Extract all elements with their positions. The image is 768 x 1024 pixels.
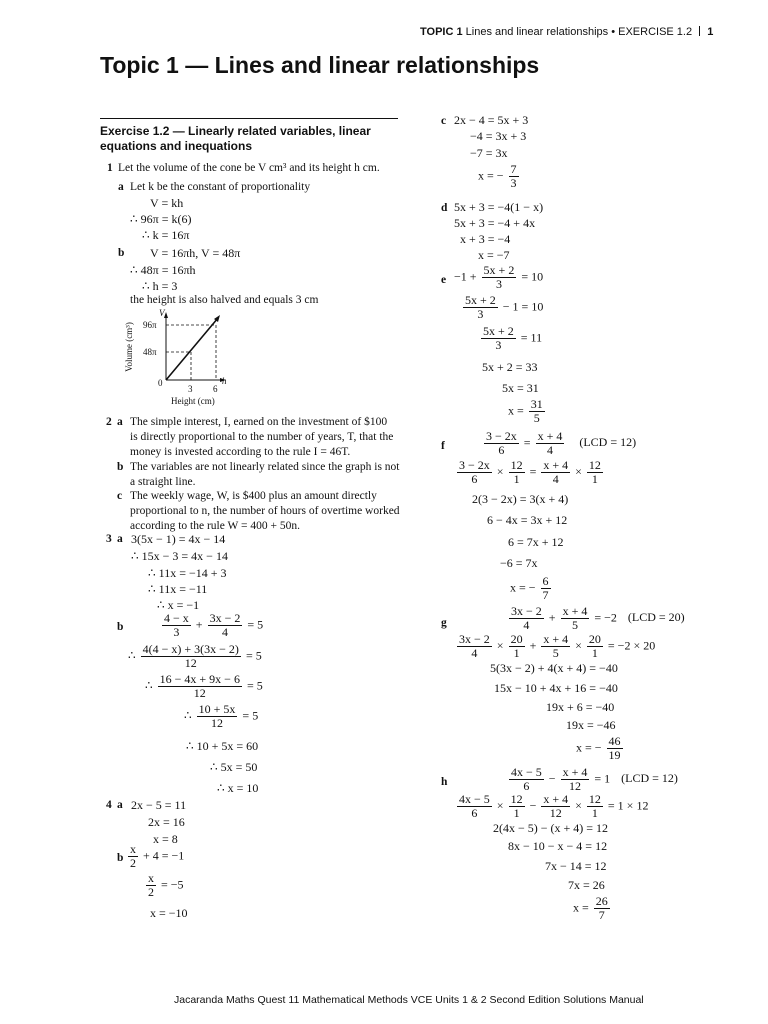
h-line2-times2: × <box>575 798 582 813</box>
graph-line <box>166 318 218 380</box>
graph-ylabel: Volume (cm³) <box>123 322 134 372</box>
f-label: f <box>441 440 445 452</box>
q2a-line3: money is invested according to the rule I = 46T. <box>130 446 351 458</box>
c-line2: −4 = 3x + 3 <box>470 129 527 143</box>
q3b-line2-frac <box>141 643 241 670</box>
h-line7-frac <box>594 895 610 922</box>
graph-v-label: V <box>159 308 165 318</box>
f-line2-times1: × <box>496 464 504 479</box>
g-line1-frac2 <box>561 605 590 632</box>
d-line1: 5x + 3 = −4(1 − x) <box>454 200 544 214</box>
q1-intro: Let the volume of the cone be V cm³ and its height h cm. <box>118 162 380 174</box>
f-line2-num2: 12 <box>510 458 523 472</box>
f-line7 <box>510 575 553 602</box>
q3b-line2-num: 4(4 − x) + 3(3x − 2) <box>142 642 239 656</box>
h-line7-pre: x = <box>573 900 589 915</box>
q1a-line1: V = kh <box>150 196 184 210</box>
h-line2-num3: x + 4 <box>543 792 569 806</box>
q2c-line1: The weekly wage, W, is $400 plus an amount directly <box>130 490 377 502</box>
h-line2-num4: 12 <box>588 792 601 806</box>
header-topic-title: Lines and linear relationships <box>465 26 609 38</box>
header-topic: TOPIC 1 <box>420 26 463 38</box>
q3-number: 3 <box>106 533 112 545</box>
q4b-label: b <box>117 852 124 864</box>
q4b-line2-num: x <box>148 871 154 885</box>
g-line7-den: 19 <box>608 748 621 762</box>
g-line2-times2: × <box>575 638 582 653</box>
g-label: g <box>441 617 447 629</box>
f-line2-den1: 6 <box>471 472 478 486</box>
q2b-line2: a straight line. <box>130 476 196 488</box>
h-line1-den1: 6 <box>523 779 530 793</box>
graph-ytick-48: 48π <box>143 347 157 357</box>
d-line2: 5x + 3 = −4 + 4x <box>454 216 536 230</box>
q2c-line3: according to the rule W = 400 + 50n. <box>130 520 300 532</box>
g-line1-plus: + <box>548 610 556 625</box>
graph-xtick-6: 6 <box>213 384 218 394</box>
e-line3-frac <box>481 325 516 352</box>
graph-xlabel: Height (cm) <box>171 396 215 406</box>
e-line6-frac <box>529 398 545 425</box>
h-line1-frac2 <box>561 766 590 793</box>
e-line3 <box>479 325 542 352</box>
q2b-line1: The variables are not linearly related since the graph is not <box>130 461 400 473</box>
h-line2-frac4 <box>587 793 603 820</box>
g-line1-post: = −2 <box>594 610 617 625</box>
q3b-line4 <box>184 703 258 730</box>
h-line2 <box>455 793 648 820</box>
g-line2 <box>455 633 655 660</box>
h-line2-den4: 1 <box>591 806 598 820</box>
q3b-line4-num: 10 + 5x <box>198 702 236 716</box>
q2c-label: c <box>117 490 123 502</box>
c-line1: 2x − 4 = 5x + 3 <box>454 113 529 127</box>
q1-number: 1 <box>107 162 113 174</box>
e-line3-den: 3 <box>495 338 502 352</box>
q4b-line2-post: = −5 <box>161 877 184 892</box>
q3b-line3-num: 16 − 4x + 9x − 6 <box>159 672 240 686</box>
g-line5: 19x + 6 = −40 <box>546 700 615 714</box>
h-line2-num1: 4x − 5 <box>459 792 490 806</box>
graph-h-label: h <box>222 376 227 386</box>
f-line2-den4: 1 <box>591 472 598 486</box>
q3a-line1: 3(5x − 1) = 4x − 14 <box>131 532 226 546</box>
h-line2-minus: − <box>529 798 537 813</box>
g-line2-den1: 4 <box>471 646 478 660</box>
q4b-line2 <box>144 872 184 899</box>
q3b-frac2-num: 3x − 2 <box>209 611 241 625</box>
h-line2-den2: 1 <box>513 806 520 820</box>
e-line2 <box>461 294 543 321</box>
d-line4: x = −7 <box>478 248 510 262</box>
h-label: h <box>441 776 448 788</box>
g-line2-num3: x + 4 <box>543 632 569 646</box>
q4b-line2-den: 2 <box>148 885 154 899</box>
h-line1-num2: x + 4 <box>562 765 588 779</box>
f-line1-num1: 3 − 2x <box>486 429 517 443</box>
h-line2-post: = 1 × 12 <box>607 798 649 813</box>
q3b-frac1 <box>162 612 191 639</box>
header-bullet: • <box>611 26 616 38</box>
g-line1-num1: 3x − 2 <box>511 604 542 618</box>
h-line1 <box>507 766 678 793</box>
h-line1-den2: 12 <box>568 779 581 793</box>
q1b-line1: V = 16πh, V = 48π <box>150 246 241 260</box>
q3b-line3-post: = 5 <box>246 678 263 693</box>
q1a-label: a <box>118 181 124 193</box>
q4b-line1 <box>126 843 184 870</box>
q4a-line3: x = 8 <box>153 832 178 846</box>
e-line1-num: 5x + 2 <box>483 263 515 277</box>
q3b-line3 <box>145 673 263 700</box>
h-line2-frac3 <box>541 793 570 820</box>
f-line2-times2: × <box>575 464 582 479</box>
c-line4-pre: x = − <box>478 168 504 183</box>
q4a-line2: 2x = 16 <box>148 815 185 829</box>
q3b-line2-therefore: ∴ <box>128 648 136 663</box>
q2a-line2: is directly proportional to the number of years, T, that the <box>130 431 394 443</box>
c-line4-frac <box>509 163 519 190</box>
q3b-line7: ∴ x = 10 <box>217 781 259 795</box>
q4b-line1-frac <box>128 843 138 870</box>
e-line1-post: = 10 <box>521 269 544 284</box>
h-line1-num1: 4x − 5 <box>511 765 542 779</box>
section-heading-line2: equations and inequations <box>100 139 253 153</box>
q3b-line6: ∴ 5x = 50 <box>210 760 258 774</box>
c-line4 <box>478 163 521 190</box>
f-line7-num: 6 <box>542 574 549 588</box>
q1b-line2: ∴ 48π = 16πh <box>130 263 196 277</box>
f-line2-frac4 <box>587 459 603 486</box>
f-line1-frac2 <box>536 430 565 457</box>
f-line5: 6 = 7x + 12 <box>508 535 564 549</box>
q3a-line3: ∴ 11x = −14 + 3 <box>148 566 227 580</box>
e-line1-den: 3 <box>495 277 502 291</box>
g-line3: 5(3x − 2) + 4(x + 4) = −40 <box>490 661 618 675</box>
h-line5: 7x − 14 = 12 <box>545 859 607 873</box>
e-line6-pre: x = <box>508 403 524 418</box>
q4b-line2-frac <box>146 872 156 899</box>
g-line1-den2: 5 <box>571 618 578 632</box>
q3a-line5: ∴ x = −1 <box>157 598 200 612</box>
f-line1-den1: 6 <box>498 443 505 457</box>
q3b-line5: ∴ 10 + 5x = 60 <box>186 739 259 753</box>
q3b-label: b <box>117 621 124 633</box>
q1a-text: Let k be the constant of proportionality <box>130 181 311 193</box>
q3b-line4-den: 12 <box>211 716 224 730</box>
g-line6: 19x = −46 <box>566 718 616 732</box>
e-line1 <box>454 264 543 291</box>
q3a-label: a <box>117 533 123 545</box>
h-line2-times1: × <box>496 798 504 813</box>
graph-ytick-96: 96π <box>143 320 157 330</box>
g-line1-frac1 <box>509 605 544 632</box>
q4b-line1-den: 2 <box>130 856 136 870</box>
e-line2-num: 5x + 2 <box>465 293 496 307</box>
q4b-line1-post: + 4 = −1 <box>143 848 185 863</box>
q3b-line3-den: 12 <box>193 686 206 700</box>
page-title: Topic 1 — Lines and linear relationships <box>100 52 540 78</box>
q3b-line2-post: = 5 <box>245 648 262 663</box>
f-line2-frac3 <box>541 459 570 486</box>
h-line7 <box>573 895 612 922</box>
g-line2-num1: 3x − 2 <box>459 632 490 646</box>
g-line7-num: 46 <box>608 734 621 748</box>
h-line1-minus: − <box>548 771 556 786</box>
q3b-frac1-num: 4 − x <box>164 611 189 625</box>
e-line1-pre: −1 + <box>454 269 477 284</box>
e-line2-post: − 1 = 10 <box>502 299 544 314</box>
c-line4-num: 7 <box>510 162 517 176</box>
q3b-eq1: = 5 <box>247 617 264 632</box>
q4a-line1: 2x − 5 = 11 <box>131 798 187 812</box>
f-line1-eq: = <box>523 435 531 450</box>
section-heading <box>100 124 371 154</box>
g-line2-plus: + <box>529 638 537 653</box>
q2-number: 2 <box>106 416 112 428</box>
c-label: c <box>441 115 447 127</box>
f-line2-num3: x + 4 <box>543 458 569 472</box>
q3b-frac1-den: 3 <box>173 625 180 639</box>
e-line6-num: 31 <box>530 397 543 411</box>
f-line2-den2: 1 <box>513 472 520 486</box>
f-line1-note: (LCD = 12) <box>579 435 637 450</box>
q3b-line4-therefore: ∴ <box>184 708 192 723</box>
q2c-text <box>130 489 400 534</box>
q3b-line4-frac <box>197 703 238 730</box>
h-line2-frac1 <box>457 793 492 820</box>
c-line3: −7 = 3x <box>470 146 508 160</box>
g-line2-num2: 20 <box>510 632 523 646</box>
q1a-line3: ∴ k = 16π <box>142 228 190 242</box>
f-line1 <box>482 430 636 457</box>
f-line7-frac <box>541 575 551 602</box>
q4a-label: a <box>117 799 123 811</box>
f-line1-den2: 4 <box>546 443 553 457</box>
f-line2-num1: 3 − 2x <box>459 458 490 472</box>
e-line3-num: 5x + 2 <box>483 324 514 338</box>
e-line2-frac <box>463 294 498 321</box>
h-line4: 8x − 10 − x − 4 = 12 <box>508 839 608 853</box>
e-line6 <box>508 398 547 425</box>
q2a-line1: The simple interest, I, earned on the investment of $100 <box>130 416 388 428</box>
g-line2-frac1 <box>457 633 492 660</box>
f-line3: 2(3 − 2x) = 3(x + 4) <box>472 492 569 506</box>
q3b-line2-den: 12 <box>184 656 197 670</box>
g-line4: 15x − 10 + 4x + 16 = −40 <box>494 681 618 695</box>
d-line3: x + 3 = −4 <box>460 232 511 246</box>
f-line2-den3: 4 <box>552 472 559 486</box>
c-line4-den: 3 <box>510 176 517 190</box>
g-line2-frac3 <box>541 633 570 660</box>
e-line5: 5x = 31 <box>502 381 539 395</box>
q4-number: 4 <box>106 799 112 811</box>
g-line2-den4: 1 <box>591 646 598 660</box>
g-line2-den2: 1 <box>513 646 520 660</box>
h-line1-post: = 1 <box>594 771 611 786</box>
h-line3: 2(4x − 5) − (x + 4) = 12 <box>493 821 609 835</box>
h-line7-den: 7 <box>598 908 605 922</box>
q1a-line2: ∴ 96π = k(6) <box>130 212 192 226</box>
h-line2-den3: 12 <box>549 806 562 820</box>
graph-xtick-3: 3 <box>188 384 193 394</box>
q3b-line1 <box>160 612 263 639</box>
q4b-line1-num: x <box>130 842 136 856</box>
e-label: e <box>441 274 447 286</box>
q3b-plus: + <box>195 617 203 632</box>
q1b-line3: ∴ h = 3 <box>142 279 178 293</box>
q2b-label: b <box>117 461 124 473</box>
g-line7 <box>576 735 625 762</box>
e-line1-frac <box>482 264 517 291</box>
e-line3-post: = 11 <box>520 330 543 345</box>
q2a-label: a <box>117 416 123 428</box>
q3b-frac2-den: 4 <box>221 625 228 639</box>
h-line7-num: 26 <box>595 894 608 908</box>
q3b-line4-post: = 5 <box>242 708 259 723</box>
q1b-line4: the height is also halved and equals 3 cm <box>130 294 319 306</box>
graph-origin: 0 <box>158 378 163 388</box>
q2a-text <box>130 415 393 460</box>
h-line6: 7x = 26 <box>568 878 605 892</box>
g-line2-post: = −2 × 20 <box>607 638 656 653</box>
q1b-label: b <box>118 247 125 259</box>
g-line7-frac <box>607 735 623 762</box>
d-label: d <box>441 202 448 214</box>
e-line6-den: 5 <box>533 411 540 425</box>
section-heading-line1: Exercise 1.2 — Linearly related variables, linear <box>100 124 371 138</box>
h-line1-frac1 <box>509 766 544 793</box>
g-line1-num2: x + 4 <box>562 604 588 618</box>
f-line2-eq: = <box>529 464 537 479</box>
q3a-line4: ∴ 11x = −11 <box>148 582 208 596</box>
h-line2-frac2 <box>509 793 525 820</box>
f-line2-frac1 <box>457 459 492 486</box>
f-line1-num2: x + 4 <box>537 429 563 443</box>
section-rule <box>100 118 398 119</box>
g-line2-times1: × <box>496 638 504 653</box>
g-line2-frac4 <box>587 633 603 660</box>
q2b-text <box>130 460 400 490</box>
f-line2-frac2 <box>509 459 525 486</box>
g-line2-num4: 20 <box>588 632 601 646</box>
page-footer: Jacaranda Maths Quest 11 Mathematical Methods VCE Units 1 & 2 Second Edition Solutions Manual <box>174 994 644 1006</box>
q3b-frac2 <box>208 612 243 639</box>
q3b-line3-frac <box>158 673 242 700</box>
cone-graph <box>123 308 236 410</box>
q4b-line3: x = −10 <box>150 906 188 920</box>
q2c-line2: proportional to n, the number of hours of overtime worked <box>130 505 400 517</box>
f-line2 <box>455 459 605 486</box>
e-line2-den: 3 <box>477 307 484 321</box>
running-header <box>420 26 713 38</box>
g-line1-note: (LCD = 20) <box>627 610 685 625</box>
g-line2-den3: 5 <box>552 646 559 660</box>
f-line7-pre: x = − <box>510 580 536 595</box>
f-line1-frac1 <box>484 430 519 457</box>
f-line2-num4: 12 <box>588 458 601 472</box>
q3b-line3-therefore: ∴ <box>145 678 153 693</box>
header-separator <box>699 26 700 36</box>
f-line7-den: 7 <box>542 588 549 602</box>
header-exercise: EXERCISE 1.2 <box>618 26 693 38</box>
f-line4: 6 − 4x = 3x + 12 <box>487 513 568 527</box>
g-line2-frac2 <box>509 633 525 660</box>
h-line1-note: (LCD = 12) <box>621 771 678 786</box>
g-line7-pre: x = − <box>576 740 602 755</box>
q3a-line2: ∴ 15x − 3 = 4x − 14 <box>131 549 228 563</box>
h-line2-den1: 6 <box>471 806 478 820</box>
h-line2-num2: 12 <box>510 792 523 806</box>
g-line1-den1: 4 <box>523 618 530 632</box>
f-line6: −6 = 7x <box>500 556 538 570</box>
e-line4: 5x + 2 = 33 <box>482 360 538 374</box>
page-number: 1 <box>707 26 714 38</box>
g-line1 <box>507 605 685 632</box>
q3b-line2 <box>128 643 262 670</box>
